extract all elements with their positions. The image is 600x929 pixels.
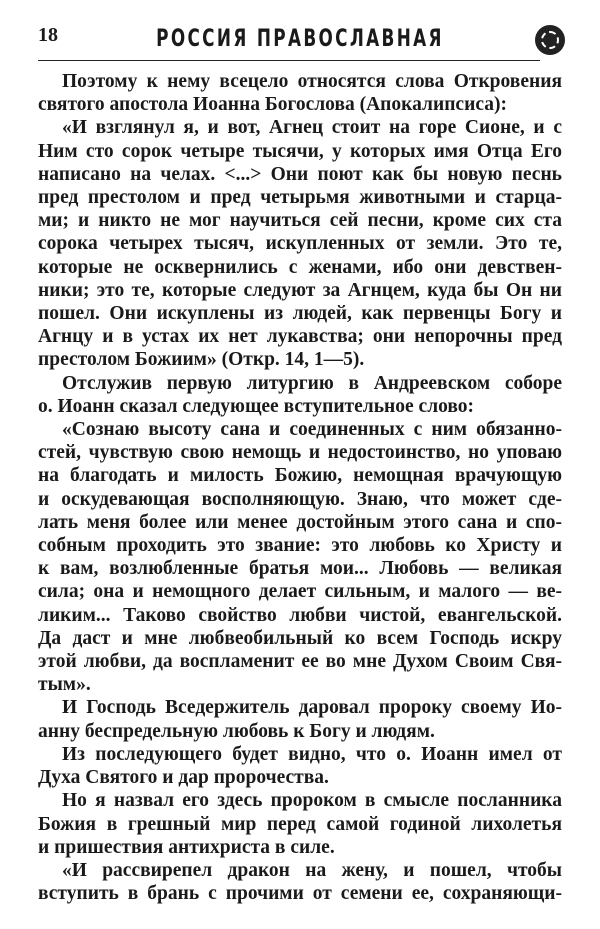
text-line: собным проходить это звание: это любовь ко Христу и xyxy=(38,535,562,557)
text-line: И Господь Вседержитель даровал пророку своему Ио- xyxy=(62,697,562,719)
page-number: 18 xyxy=(38,24,58,46)
text-line: Отслужив первую литургию в Андреевском соборе xyxy=(62,372,562,394)
emblem-icon xyxy=(535,25,565,55)
text-line: Духа Святого и дар пророчества. xyxy=(38,767,329,789)
text-line: к вам, возлюбленные братья мои... Любовь — великая xyxy=(38,558,562,580)
text-line: Да даст и мне любвеобильный ко всем Господь искру xyxy=(38,627,562,649)
text-line: лать меня более или менее достойным этого сана и спо- xyxy=(38,511,562,533)
text-line: ликим... Таково свойство любви чистой, евангельской. xyxy=(38,604,562,626)
text-line: и пришествия антихриста в силе. xyxy=(38,836,335,858)
text-line: престолом Божиим» (Откр. 14, 1—5). xyxy=(38,349,365,371)
text-line: «И рассвирепел дракон на жену, и пошел, чтобы xyxy=(62,859,562,881)
text-line: стей, чувствую свою немощь и недостоинство, но уповаю xyxy=(38,442,562,464)
text-line: которые не осквернились с женами, ибо они девствен- xyxy=(38,256,562,278)
header-rule xyxy=(38,60,540,61)
text-line: и оскудевающая восполняющую. Знаю, что может сде- xyxy=(38,488,562,510)
text-line: на благодать и милость Божию, немощная врачующую xyxy=(38,465,562,487)
text-line: сорока четырех тысяч, искупленных от земли. Это те, xyxy=(38,233,562,255)
text-line: «И взглянул я, и вот, Агнец стоит на горе Сионе, и с xyxy=(62,117,562,139)
text-line: пред престолом и пред четырьмя животными и старца- xyxy=(38,187,562,209)
text-line: сила; она и немощного делает сильным, и малого — ве- xyxy=(38,581,562,603)
text-line: тым». xyxy=(38,674,91,696)
text-line: Из последующего будет видно, что о. Иоанн имел от xyxy=(62,743,562,765)
text-line: анну беспредельную любовь к Богу и людям. xyxy=(38,720,435,742)
text-line: ники; это те, которые следуют за Агнцем, куда бы Он ни xyxy=(38,279,562,301)
text-line: Но я назвал его здесь пророком в смысле посланника xyxy=(62,790,562,812)
body-text xyxy=(38,70,562,905)
text-line: написано на челах. <...> Они поют как бы новую песнь xyxy=(38,163,562,185)
text-line: о. Иоанн сказал следующее вступительное слово: xyxy=(38,395,475,417)
text-line: Агнцу и в устах их нет лукавства; они непорочны пред xyxy=(38,326,562,348)
running-title: РОССИЯ ПРАВОСЛАВНАЯ xyxy=(156,24,444,52)
text-line: Поэтому к нему всецело относятся слова Откровения xyxy=(62,71,562,92)
text-line: Ним сто сорок четыре тысячи, у которых имя Отца Его xyxy=(38,140,562,162)
text-line: Божия в грешный мир перед самой годиной лихолетья xyxy=(38,813,562,835)
text-line: этой любви, да воспламенит ее во мне Духом Своим Свя- xyxy=(38,651,562,673)
text-line: «Сознаю высоту сана и соединенных с ним обязанно- xyxy=(62,419,562,441)
text-line: ми; и никто не мог научиться сей песни, кроме сих ста xyxy=(38,210,562,232)
text-line: святого апостола Иоанна Богослова (Апокалипсиса): xyxy=(38,94,507,116)
text-line: вступить в брань с прочими от семени ее, сохраняющи- xyxy=(38,883,562,905)
text-line: пошел. Они искуплены из людей, как первенцы Богу и xyxy=(38,303,562,325)
